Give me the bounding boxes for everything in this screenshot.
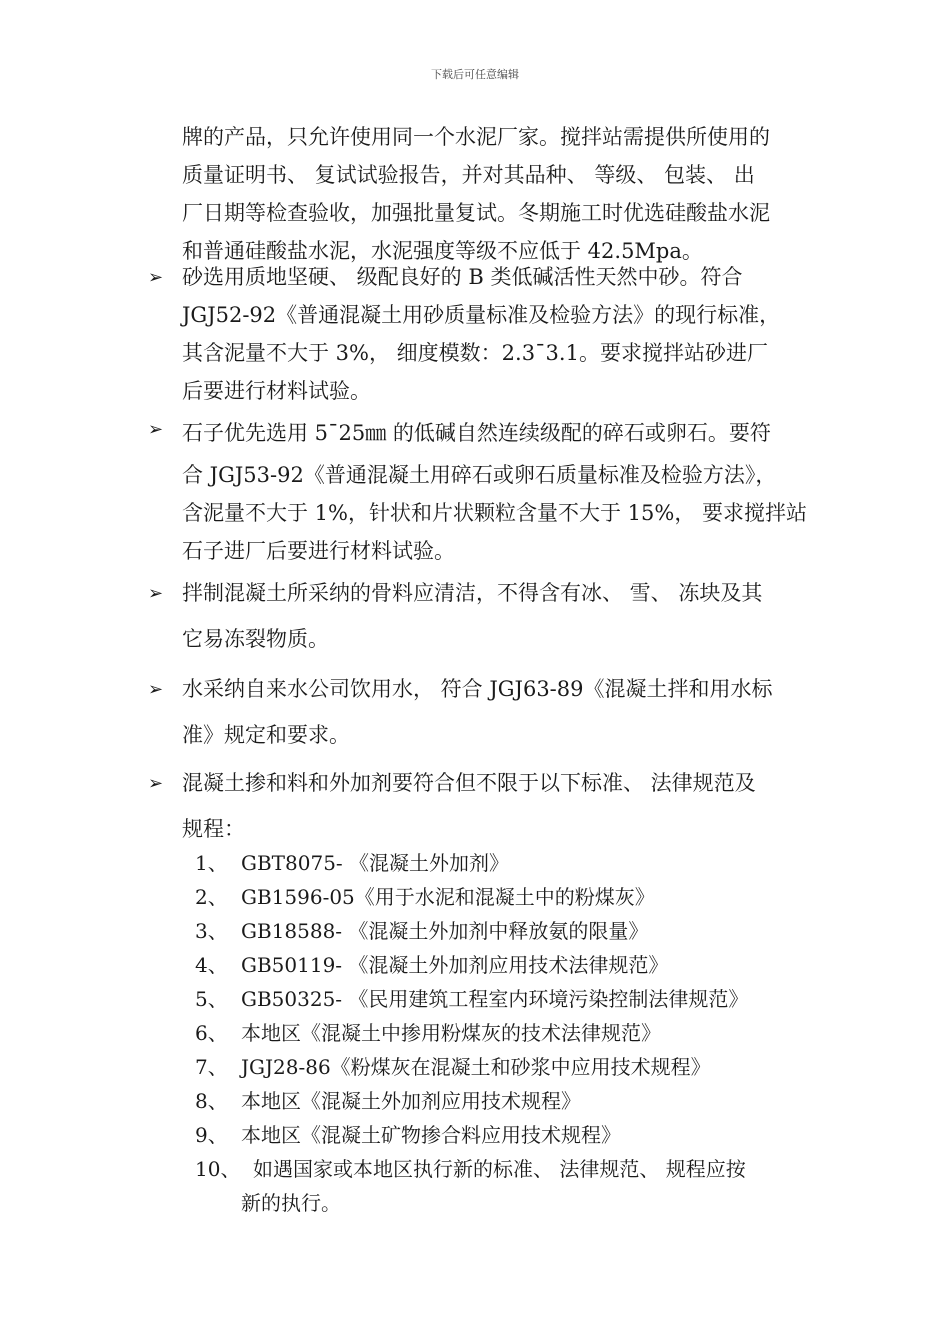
list-number: 3、	[195, 919, 228, 943]
list-text: GB50325- 《民用建筑工程室内环境污染控制法律规范》	[241, 987, 749, 1011]
paragraph-line: 石子进厂后要进行材料试验。	[182, 539, 455, 563]
list-text: GBT8075- 《混凝土外加剂》	[241, 851, 510, 875]
list-number: 4、	[195, 953, 228, 977]
paragraph-line: 合 JGJ53-92《普通混凝土用碎石或卵石质量标准及检验方法》，	[182, 463, 777, 487]
paragraph-line: 它易冻裂物质。	[182, 627, 329, 651]
list-text: 本地区《混凝土中掺用粉煤灰的技术法律规范》	[241, 1021, 661, 1045]
list-number: 10、	[195, 1157, 241, 1181]
list-item	[195, 846, 840, 880]
paragraph-line: 水采纳自来水公司饮用水， 符合 JGJ63-89《混凝土拌和用水标	[182, 677, 773, 701]
paragraph-line: 牌的产品，只允许使用同一个水泥厂家。搅拌站需提供所使用的	[182, 125, 770, 149]
page-header: 下载后可任意编辑	[431, 68, 519, 81]
list-text: GB1596-05《用于水泥和混凝土中的粉煤灰》	[241, 885, 655, 909]
list-item	[195, 1016, 840, 1050]
paragraph-line: 拌制混凝土所采纳的骨料应清洁，不得含有冰、 雪、 冻块及其	[182, 581, 763, 605]
arrow-bullet-icon: ➢	[148, 267, 164, 288]
list-item	[195, 880, 840, 914]
paragraph-line: 质量证明书、 复试试验报告，并对其品种、 等级、 包装、 出	[182, 163, 755, 187]
paragraph-line: 石子优先选用 5¯25㎜ 的低碱自然连续级配的碎石或卵石。要符	[182, 421, 771, 445]
paragraph-line: 含泥量不大于 1%，针状和片状颗粒含量不大于 15%， 要求搅拌站	[182, 501, 808, 525]
list-number: 9、	[195, 1123, 228, 1147]
list-item	[195, 1050, 840, 1084]
paragraph-line: 规程：	[182, 817, 245, 841]
arrow-bullet-icon: ➢	[148, 679, 164, 700]
list-text: 如遇国家或本地区执行新的标准、 法律规范、 规程应按	[253, 1157, 746, 1181]
standards-list	[195, 846, 840, 1220]
paragraph-line: 混凝土掺和料和外加剂要符合但不限于以下标准、 法律规范及	[182, 771, 756, 795]
list-text-continuation: 新的执行。	[241, 1191, 341, 1215]
paragraph-line: 其含泥量不大于 3%， 细度模数：2.3¯3.1。要求搅拌站砂进厂	[182, 341, 768, 365]
paragraph-line: 厂日期等检查验收，加强批量复试。冬期施工时优选硅酸盐水泥	[182, 201, 770, 225]
list-text: 本地区《混凝土外加剂应用技术规程》	[241, 1089, 581, 1113]
list-number: 2、	[195, 885, 228, 909]
list-number: 5、	[195, 987, 228, 1011]
list-item	[195, 948, 840, 982]
list-text: 本地区《混凝土矿物掺合料应用技术规程》	[241, 1123, 621, 1147]
list-item	[195, 982, 840, 1016]
paragraph-line: 砂选用质地坚硬、 级配良好的 B 类低碱活性天然中砂。符合	[182, 265, 743, 289]
intro-paragraph	[182, 118, 837, 270]
list-text: GB18588- 《混凝土外加剂中释放氨的限量》	[241, 919, 649, 943]
list-text: JGJ28-86《粉煤灰在混凝土和砂浆中应用技术规程》	[241, 1055, 711, 1079]
list-number: 8、	[195, 1089, 228, 1113]
paragraph-line: JGJ52-92《普通混凝土用砂质量标准及检验方法》的现行标准，	[182, 303, 781, 327]
list-item	[195, 1118, 840, 1152]
list-number: 1、	[195, 851, 228, 875]
list-item	[195, 1152, 840, 1220]
paragraph-line: 准》规定和要求。	[182, 723, 350, 747]
list-item	[195, 1084, 840, 1118]
paragraph-line: 和普通硅酸盐水泥，水泥强度等级不应低于 42.5Mpa。	[182, 239, 703, 263]
list-number: 7、	[195, 1055, 228, 1079]
list-item	[195, 914, 840, 948]
arrow-bullet-icon: ➢	[148, 419, 164, 440]
arrow-bullet-icon: ➢	[148, 773, 164, 794]
list-number: 6、	[195, 1021, 228, 1045]
list-text: GB50119- 《混凝土外加剂应用技术法律规范》	[241, 953, 669, 977]
arrow-bullet-icon: ➢	[148, 583, 164, 604]
paragraph-line: 后要进行材料试验。	[182, 379, 371, 403]
